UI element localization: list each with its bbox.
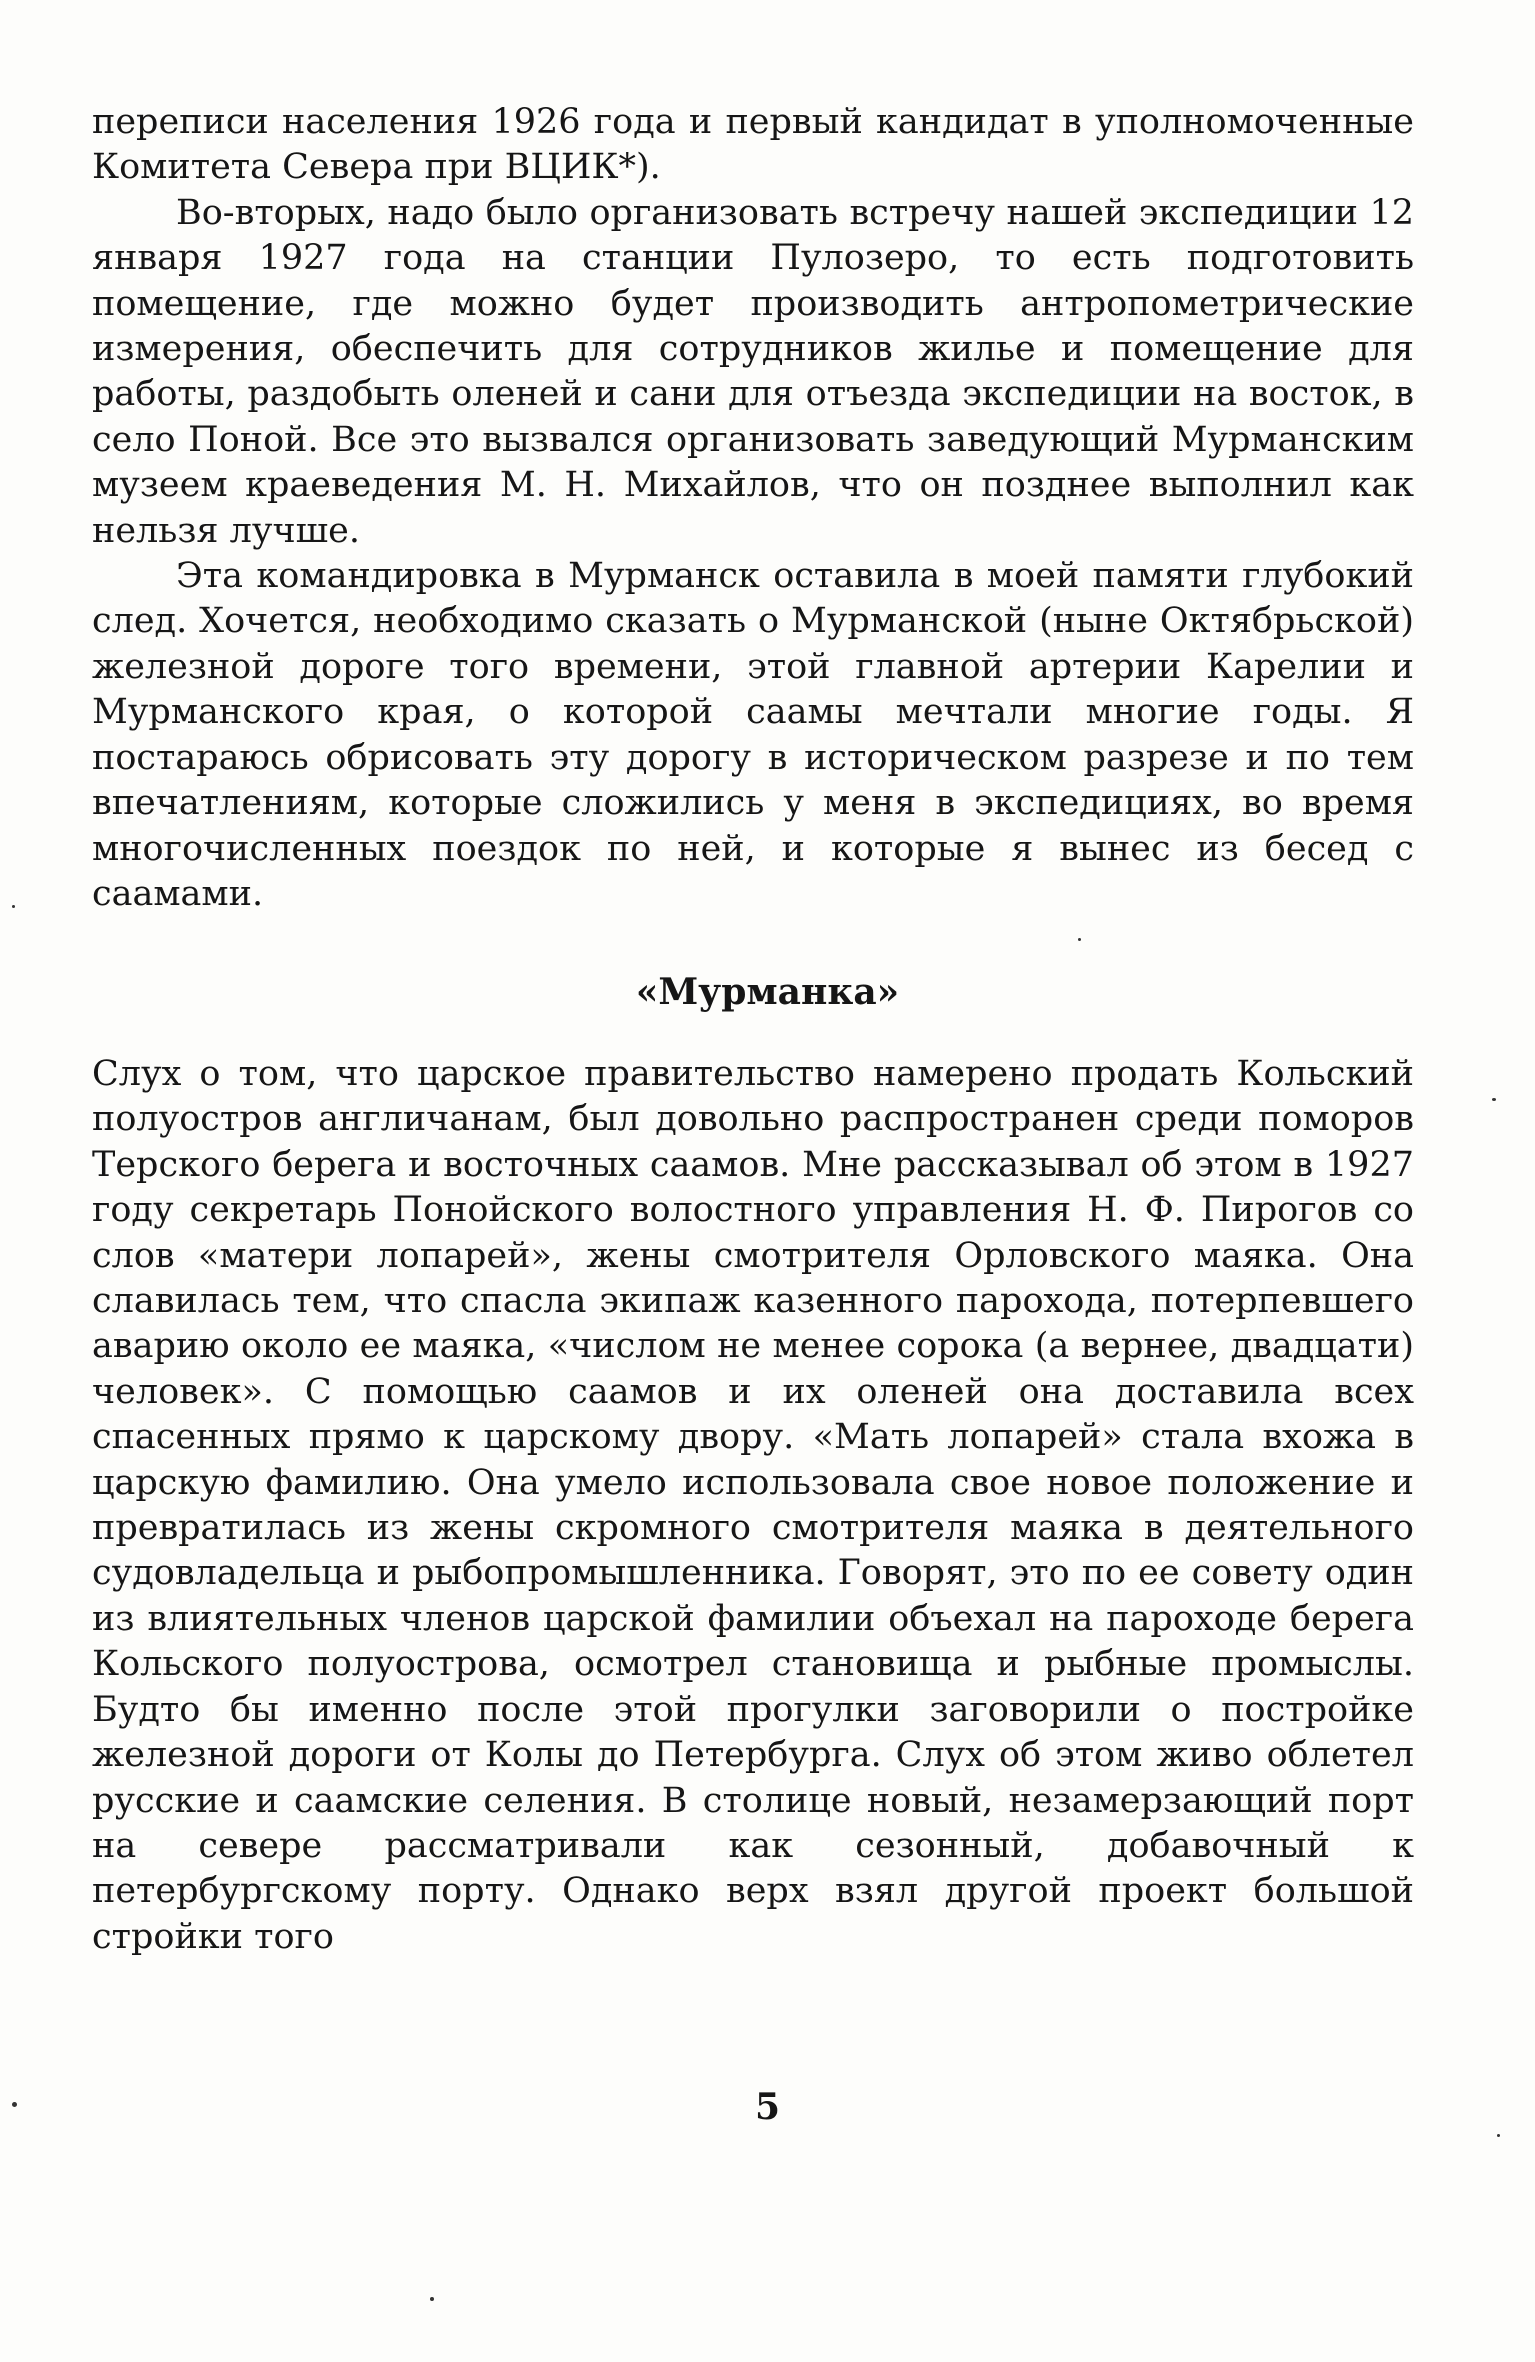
scan-speck [1078,938,1081,941]
bottom-text-block [92,1052,1414,1960]
page-number: 5 [754,2086,781,2128]
scan-speck [1492,1098,1496,1101]
paragraph-continuation: переписи населения 1926 года и первый кандидат в уполномоченные Комитета Севера при ВЦИК*). [92,102,1414,188]
paragraph-second-task: Во-вторых, надо было организовать встречу нашей экспедиции 12 января 1927 года на станции Пулозеро, то есть подготовить помещение, где можно будет производить антропометрические измерения, обеспечить для сотрудников жилье и помещение для работы, раздобыть оленей и сани для отъезда экспедиции на восток, в село Поной. Все это вызвался организовать заведующий Мурманским музеем краеведения М. Н. Михайлов, что он позднее выполнил как нельзя лучше. [92,192,1414,551]
top-text-block [92,100,1414,917]
paragraph-rumor: Слух о том, что царское правительство намерено продать Кольский полуостров англичанам, был довольно распространен среди поморов Терского берега и восточных саамов. Мне рассказывал об этом в 1927 году секретарь Понойского волостного управления Н. Ф. Пирогов со слов «матери лопарей», жены смотрителя Орловского маяка. Она славилась тем, что спасла экипаж казенного парохода, потерпевшего аварию около ее маяка, «числом не менее сорока (а вернее, двадцати) человек». С помощью саамов и их оленей она доставила всех спасенных прямо к царскому двору. «Мать лопарей» стала вхожа в царскую фамилию. Она умело использовала свое новое положение и превратилась из жены скромного смотрителя маяка в деятельного судовладельца и рыбопромышленника. Говорят, это по ее совету один из влиятельных членов царской фамилии объехал на пароходе берега Кольского полуострова, осмотрел становища и рыбные промыслы. Будто бы именно после этой прогулки заговорили о постройке железной дороги от Колы до Петербурга. Слух об этом живо облетел русские и саамские селения. В столице новый, незамерзающий порт на севере рассматривали как сезонный, добавочный к петербургскому порту. Однако верх взял другой проект большой стройки того [92,1054,1414,1957]
section-heading: «Мурманка» [635,971,900,1013]
scan-speck [430,2297,434,2301]
scan-speck [1497,2134,1500,2137]
scan-speck [12,2102,17,2107]
scan-speck [12,905,15,908]
paragraph-murmansk-trip: Эта командировка в Мурманск оставила в моей памяти глубокий след. Хочется, необходимо сказать о Мурманской (ныне Октябрьской) железной дороге того времени, этой главной артерии Карелии и Мурманского края, о которой саамы мечтали многие годы. Я постараюсь обрисовать эту дорогу в историческом разрезе и по тем впечатлениям, которые сложились у меня в экспедициях, во время многочисленных поездок по ней, и которые я вынес из бесед с саамами. [92,556,1414,914]
